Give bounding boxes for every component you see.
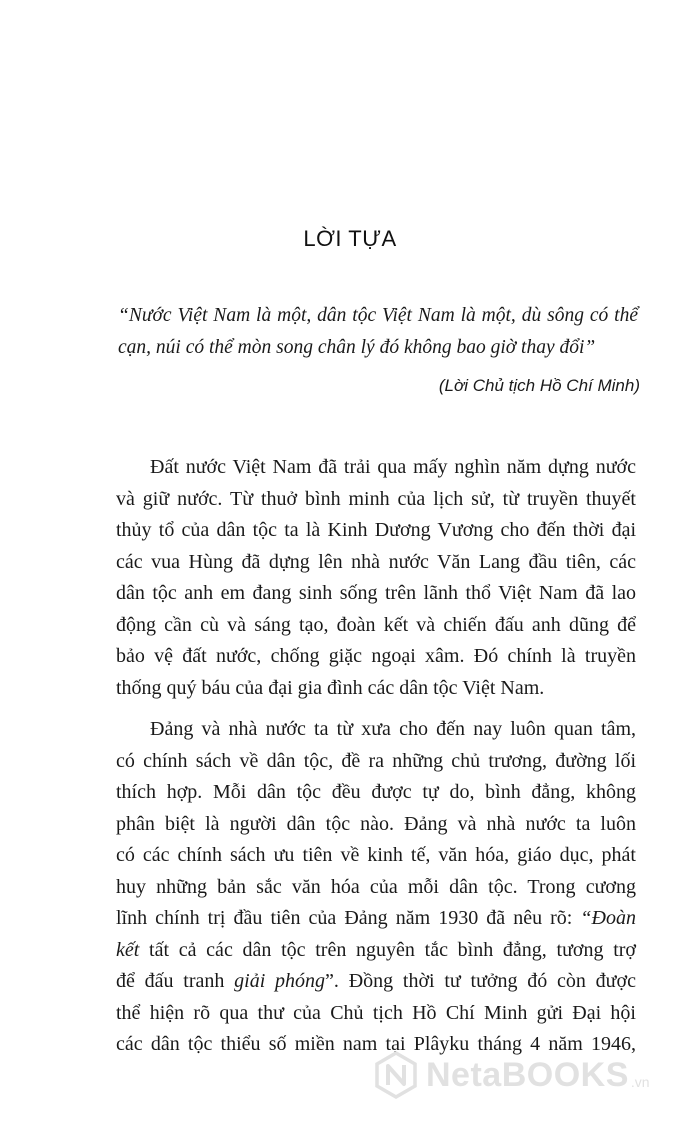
text-line: thích hợp. Mỗi dân tộc đều được tự do, bình đẳng, không xyxy=(116,781,636,803)
epigraph-line: “Nước Việt Nam là một, dân tộc Việt Nam là một, dù sông có thể xyxy=(118,305,638,326)
epigraph-quote xyxy=(118,300,638,364)
text-run: lĩnh chính trị đầu tiên của Đảng năm 1930 đã nêu rõ: xyxy=(116,907,581,929)
epigraph-source: (Lời Chủ tịch Hồ Chí Minh) xyxy=(438,376,640,395)
text-line: thể hiện rõ qua thư của Chủ tịch Hồ Chí Minh gửi Đại hội xyxy=(116,1001,636,1024)
text-line: các dân tộc thiểu số miền nam tại Plâyku tháng 4 năm 1946, xyxy=(116,1033,636,1055)
netabooks-logo-icon xyxy=(372,1051,420,1099)
text-line xyxy=(116,935,636,967)
text-line: Đất nước Việt Nam đã trải qua mấy nghìn năm dựng nước xyxy=(150,456,636,478)
text-line: các vua Hùng đã dựng lên nhà nước Văn Lang đầu tiên, các xyxy=(116,550,636,573)
text-line xyxy=(116,903,636,935)
paragraph-2 xyxy=(116,714,636,1061)
body-text xyxy=(116,452,636,1071)
text-line xyxy=(116,966,636,998)
text-line: dân tộc anh em đang sinh sống trên lãnh thổ Việt Nam đã lao xyxy=(116,582,636,604)
italic-quote: giải phóng xyxy=(234,970,326,992)
text-run: ”. Đồng thời tư tưởng đó còn được xyxy=(325,970,636,992)
text-line: huy những bản sắc văn hóa của mỗi dân tộc. Trong cương xyxy=(116,875,636,898)
italic-quote: “Đoàn xyxy=(580,907,636,929)
text-line: thống quý báu của đại gia đình các dân tộc Việt Nam. xyxy=(116,676,545,699)
italic-quote: kết xyxy=(116,938,140,961)
watermark xyxy=(372,1048,650,1102)
epigraph-line: cạn, núi có thể mòn song chân lý đó không bao giờ thay đổi” xyxy=(118,337,596,358)
text-line: bảo vệ đất nước, chống giặc ngoại xâm. Đó chính là truyền xyxy=(116,645,636,667)
text-run: để đấu tranh xyxy=(116,970,235,992)
text-line: và giữ nước. Từ thuở bình minh của lịch sử, từ truyền thuyết xyxy=(116,487,636,510)
text-line: có chính sách về dân tộc, đề ra những chủ trương, đường lối xyxy=(116,749,636,772)
watermark-suffix: .vn xyxy=(630,1074,650,1090)
text-line: thủy tổ của dân tộc ta là Kinh Dương Vương cho đến thời đại xyxy=(116,519,636,541)
page-title: LỜI TỰA xyxy=(303,226,397,251)
paragraph-1 xyxy=(116,452,636,704)
text-run: tất cả các dân tộc trên nguyên tắc bình đẳng, tương trợ xyxy=(139,938,636,961)
text-line: có các chính sách ưu tiên về kinh tế, văn hóa, giáo dục, phát xyxy=(116,844,636,866)
text-line: phân biệt là người dân tộc nào. Đảng và nhà nước ta luôn xyxy=(116,812,636,835)
watermark-brand: NetaBOOKS xyxy=(426,1055,629,1094)
text-line: Đảng và nhà nước ta từ xưa cho đến nay luôn quan tâm, xyxy=(150,718,636,740)
text-line: động cần cù và sáng tạo, đoàn kết và chiến đấu anh dũng để xyxy=(116,613,636,636)
